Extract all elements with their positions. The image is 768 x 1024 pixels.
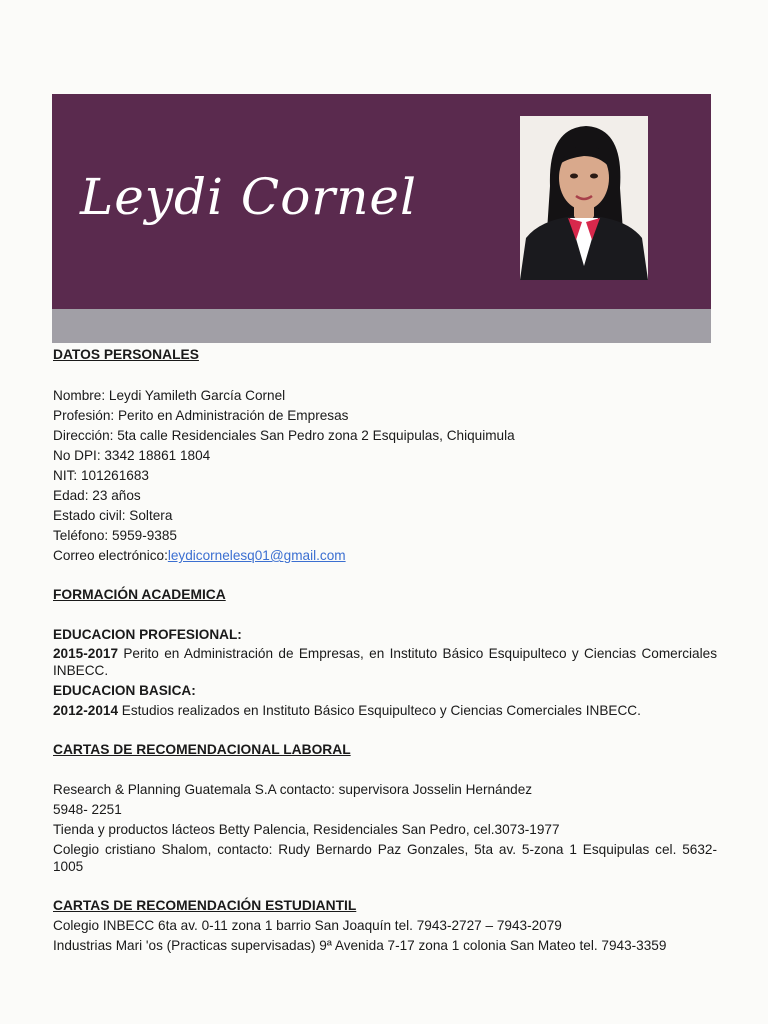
personal-nit-line: NIT: 101261683: [53, 468, 149, 483]
personal-phone-line: Teléfono: 5959-9385: [53, 528, 177, 543]
personal-profession-line: Profesión: Perito en Administración de Empresas: [53, 408, 349, 423]
labor-reference-line: Research & Planning Guatemala S.A contacto: supervisora Josselin Hernández: [53, 782, 533, 797]
header-band: [52, 309, 711, 343]
personal-age-line: Edad: 23 años: [53, 488, 141, 503]
personal-name-line: Nombre: Leydi Yamileth García Cornel: [53, 388, 286, 403]
basic-education-heading: EDUCACION BASICA:: [53, 683, 196, 698]
candidate-name: Leydi Cornel: [80, 168, 417, 226]
labor-reference-paragraph: Colegio cristiano Shalom, contacto: Rudy Bernardo Paz Gonzales, 5ta av. 5-zona 1 Esquipulas cel. 5632-1005: [53, 842, 717, 874]
section-title-labor-references: CARTAS DE RECOMENDACIONAL LABORAL: [53, 742, 351, 757]
person-portrait-icon: [520, 116, 648, 280]
basic-education-text: Estudios realizados en Instituto Básico Esquipulteco y Ciencias Comerciales INBECC.: [118, 703, 641, 718]
personal-address-line: Dirección: 5ta calle Residenciales San Pedro zona 2 Esquipulas, Chiquimula: [53, 428, 515, 443]
student-reference-line: Colegio INBECC 6ta av. 0-11 zona 1 barrio San Joaquín tel. 7943-2727 – 7943-2079: [53, 918, 562, 933]
basic-education-entry: [53, 703, 641, 718]
professional-education-heading: EDUCACION PROFESIONAL:: [53, 627, 242, 642]
personal-civil-status-line: Estado civil: Soltera: [53, 508, 173, 523]
basic-education-years: 2012-2014: [53, 703, 119, 718]
section-title-student-references: CARTAS DE RECOMENDACIÓN ESTUDIANTIL: [53, 898, 357, 913]
professional-education-years: 2015-2017: [53, 646, 119, 661]
student-reference-line: Industrias Mari 'os (Practicas supervisadas) 9ª Avenida 7-17 zona 1 colonia San Mateo tel. 7943-3359: [53, 938, 667, 953]
email-label: Correo electrónico:: [53, 548, 168, 563]
professional-education-text: Perito en Administración de Empresas, en Instituto Básico Esquipulteco y Ciencias Comerciales INBECC.: [53, 646, 717, 678]
labor-reference-line: 5948- 2251: [53, 802, 122, 817]
header-banner: [52, 94, 711, 309]
professional-education-entry: [53, 645, 717, 679]
email-link[interactable]: leydicornelesq01@gmail.com: [167, 548, 346, 563]
section-title-education: FORMACIÓN ACADEMICA: [53, 587, 226, 602]
profile-photo: [520, 116, 648, 280]
section-title-personal: DATOS PERSONALES: [53, 347, 199, 362]
labor-reference-line: Tienda y productos lácteos Betty Palencia, Residenciales San Pedro, cel.3073-1977: [53, 822, 560, 837]
personal-email-line: [53, 548, 346, 563]
personal-dpi-line: No DPI: 3342 18861 1804: [53, 448, 211, 463]
